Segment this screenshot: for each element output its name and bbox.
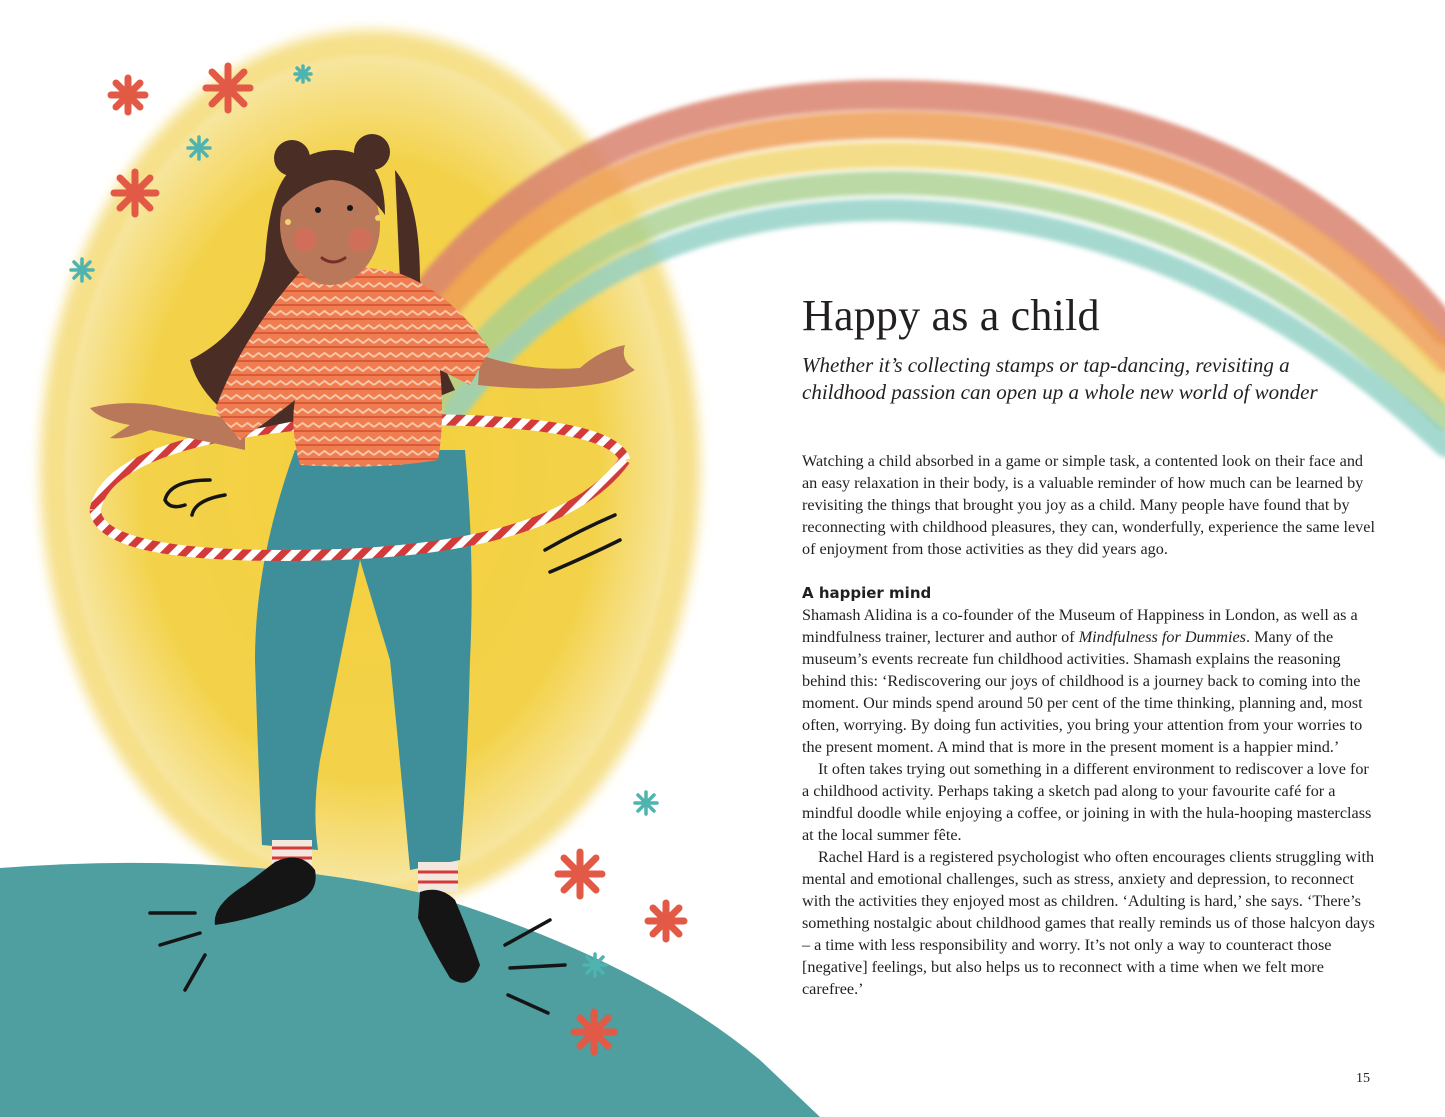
article xyxy=(802,288,1377,1000)
paragraph-2-start: Shamash Alidina is a co-founder of the Museum of Happiness in London, as well as a mindfulness trainer, lecturer and author of xyxy=(802,606,1358,646)
paragraph-3: It often takes trying out something in a different environment to rediscover a love for a childhood activity. Perhaps taking a sketch pad along to your favourite café for a mindful doodle while enjoying a coffee, or joining in with the hula-hooping masterclass at the local summer fête. xyxy=(802,760,1372,844)
page-number: 15 xyxy=(1356,1071,1370,1086)
hill-icon xyxy=(0,863,820,1117)
article-title: Happy as a child xyxy=(802,291,1100,340)
article-standfirst: Whether it’s collecting stamps or tap-dancing, revisiting a childhood passion can open up a whole new world of wonder xyxy=(802,353,1318,404)
paragraph-1: Watching a child absorbed in a game or simple task, a contented look on their face and an easy relaxation in their body, is a valuable reminder of how much can be learned by revisiting the things that brought you joy as a child. Many people have found that by reconnecting with childhood pleasures, they can, wonderfully, experience the same level of enjoyment from those activities as they did years ago. xyxy=(802,452,1375,558)
paragraph-4: Rachel Hard is a registered psychologist who often encourages clients struggling with mental and emotional challenges, such as stress, anxiety and depression, to reconnect with the activities they enjoyed most as children. ‘Adulting is hard,’ she says. ‘There’s something nostalgic about childhood games that really reminds us of those halcyon days – a time with less responsibility and worry. It’s not only a way to counteract those [negative] feelings, but also helps us to reconnect with a time when we felt more carefree.’ xyxy=(802,848,1375,998)
section-heading: A happier mind xyxy=(802,584,932,602)
book-title: Mindfulness for Dummies xyxy=(1078,628,1246,646)
paragraph-2 xyxy=(802,604,1377,758)
sock-right xyxy=(418,862,458,892)
paragraph-2-end: . Many of the museum’s events recreate fun childhood activities. Shamash explains the reasoning behind this: ‘Rediscovering our joys of childhood is a journey back to coming into the moment. Our minds spend around 50 per cent of the time thinking, planning and, most often, worrying. By doing fun activities, you bring your attention from your worries to the present moment. A mind that is more in the present moment is a happier mind.’ xyxy=(802,628,1363,756)
